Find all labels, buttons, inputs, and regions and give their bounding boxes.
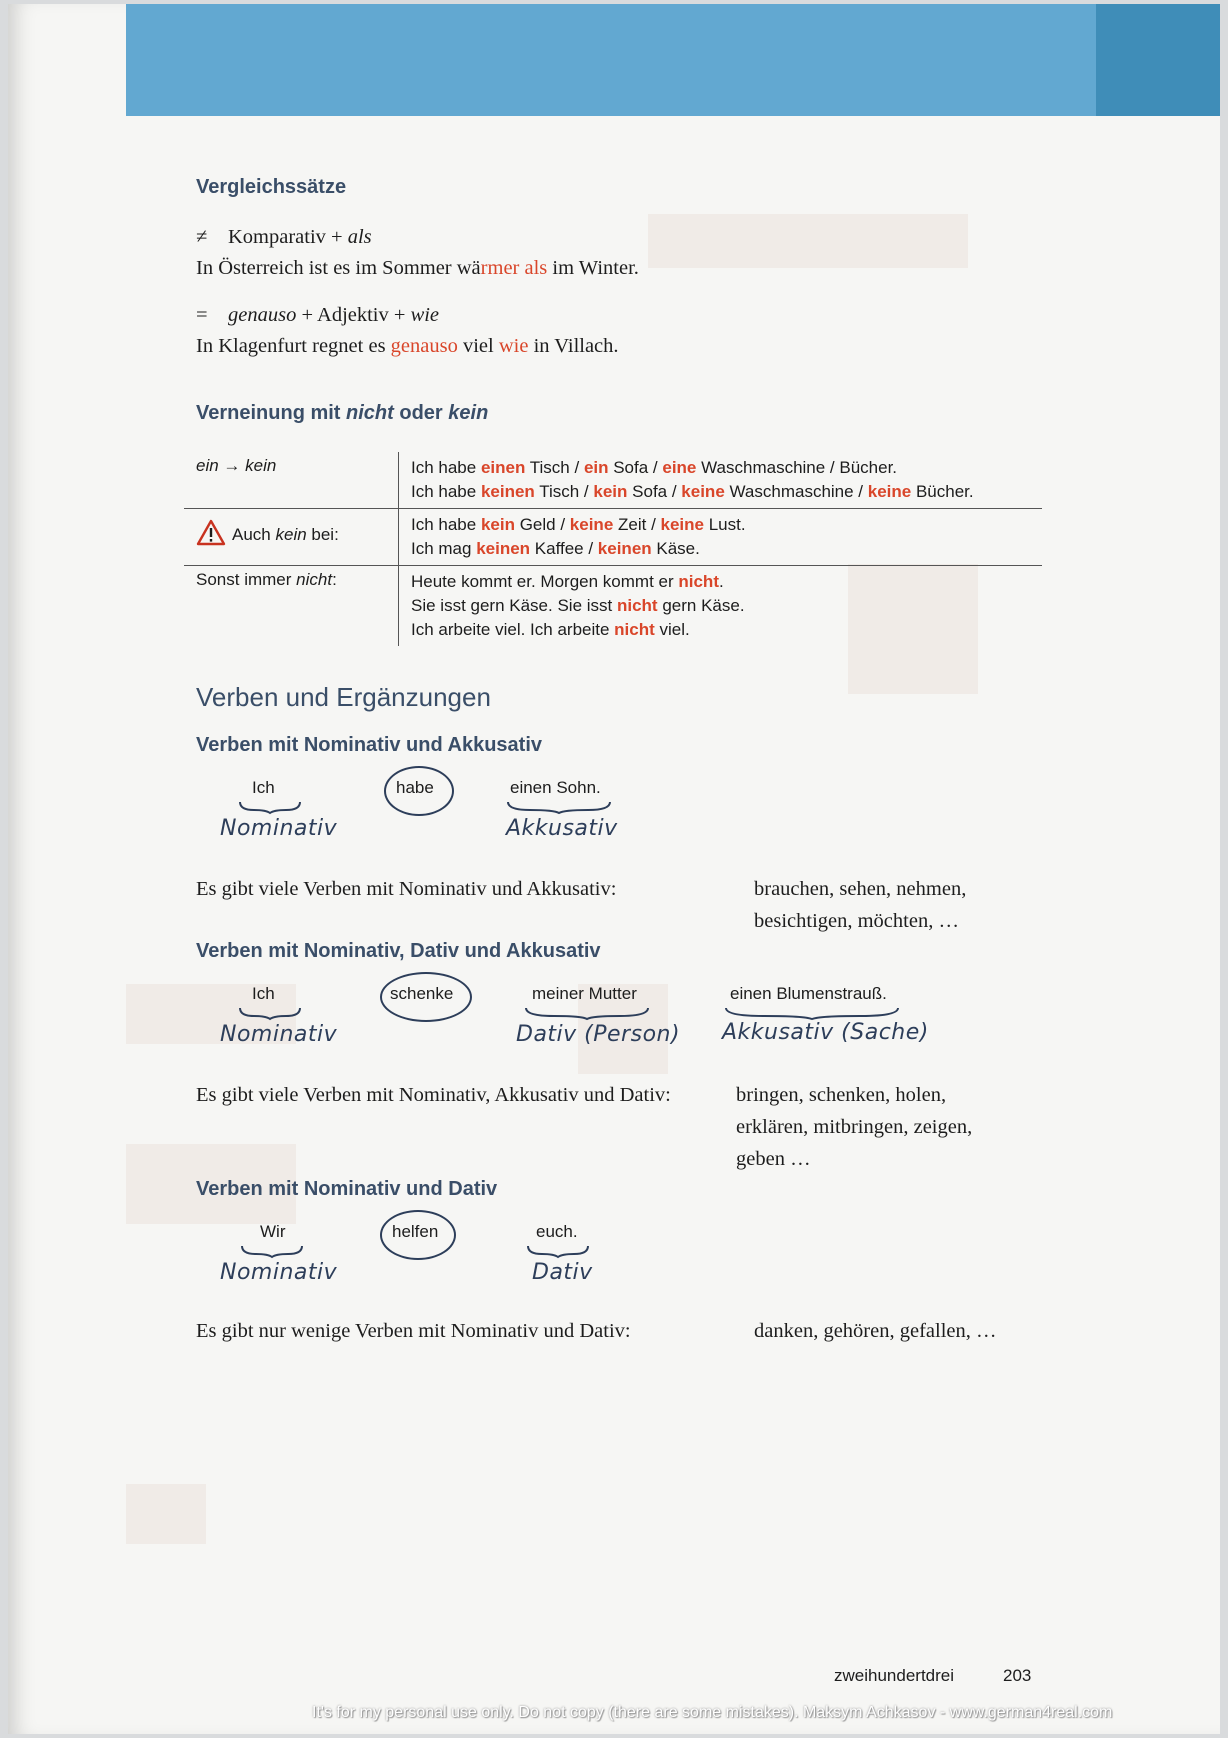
line-text: Ich mag <box>411 539 477 558</box>
brace <box>238 800 302 814</box>
line-text: Waschmaschine / Bücher. <box>696 458 898 477</box>
not-equal-symbol: ≠ <box>196 226 208 248</box>
highlight-word: nicht <box>614 620 655 639</box>
brace <box>240 1244 304 1258</box>
case-label: Nominativ <box>220 816 338 841</box>
brace <box>238 1006 302 1020</box>
example-text: In Klagenfurt regnet es <box>196 335 391 357</box>
row-examples <box>398 452 1042 508</box>
section-title-verneinung <box>196 402 488 425</box>
highlight-word: keine <box>660 515 704 534</box>
title-part: oder <box>393 402 449 424</box>
rule-text: Es gibt viele Verben mit Nominativ und Akkusativ: <box>196 878 617 900</box>
line-text: Ich habe <box>411 482 481 501</box>
table-row <box>184 509 1042 566</box>
highlight-text: wie <box>498 335 529 357</box>
line-text: Ich arbeite viel. Ich arbeite <box>411 620 615 639</box>
example-line <box>411 618 1042 642</box>
verb-examples: bringen, schenken, holen, <box>736 1084 947 1106</box>
highlight-word: einen <box>480 458 526 477</box>
line-text: Tisch / <box>525 458 584 477</box>
subsection-title-nom-dat: Verben mit Nominativ und Dativ <box>196 1178 498 1200</box>
formula-text: genauso <box>228 304 297 326</box>
title-part: nicht <box>346 402 394 424</box>
arrow-right-icon: → <box>223 456 241 475</box>
line-text: Waschmaschine / <box>724 482 868 501</box>
book-page <box>8 4 1220 1734</box>
formula-text: als <box>347 226 372 248</box>
line-text: Ich habe <box>411 515 481 534</box>
line-text: Lust. <box>704 515 746 534</box>
highlight-word: nicht <box>616 596 658 615</box>
label-part: nicht <box>296 570 333 589</box>
highlight-word: keine <box>681 482 725 501</box>
highlight-word: keinen <box>476 539 531 558</box>
formula-equal <box>196 304 439 327</box>
line-text: gern Käse. <box>657 596 745 615</box>
line-text: Geld / <box>514 515 570 534</box>
example-line <box>411 594 1042 618</box>
case-label: Nominativ <box>220 1260 338 1285</box>
warning-icon <box>196 519 226 546</box>
formula-text: wie <box>410 304 440 326</box>
label-part: bei: <box>306 525 339 544</box>
line-text: Sofa / <box>627 482 682 501</box>
bleed-through <box>126 1484 206 1544</box>
line-text: Kaffee / <box>530 539 598 558</box>
label-part: kein <box>245 456 277 475</box>
label-part: Sonst immer <box>196 570 297 589</box>
line-text: Sofa / <box>608 458 663 477</box>
bleed-through <box>648 214 968 268</box>
line-text: Tisch / <box>534 482 594 501</box>
verb-examples: brauchen, sehen, nehmen, <box>754 878 967 900</box>
verb-word: schenke <box>390 984 454 1003</box>
example-genauso <box>196 335 619 358</box>
rule-text: Es gibt nur wenige Verben mit Nominativ und Dativ: <box>196 1320 631 1342</box>
case-label: Dativ (Person) <box>516 1022 681 1047</box>
line-text: Bücher. <box>911 482 974 501</box>
page-number: 203 <box>1003 1666 1032 1685</box>
verb-examples: danken, gehören, gefallen, … <box>754 1320 997 1342</box>
verb-word: helfen <box>392 1222 439 1241</box>
example-line <box>411 570 1042 594</box>
line-text: . <box>718 572 724 591</box>
label-part: : <box>332 570 337 589</box>
example-line <box>411 513 1042 537</box>
highlight-word: keinen <box>597 539 652 558</box>
case-label: Akkusativ (Sache) <box>722 1020 929 1045</box>
highlight-word: kein <box>593 482 628 501</box>
line-text: Heute kommt er. Morgen kommt er <box>411 572 679 591</box>
example-text: viel <box>457 335 499 357</box>
object-word: einen Sohn. <box>510 778 601 797</box>
table-row <box>184 452 1042 509</box>
object-word: euch. <box>536 1222 578 1241</box>
highlight-word: nicht <box>678 572 719 591</box>
highlight-word: ein <box>583 458 609 477</box>
example-text: im Winter. <box>547 257 639 279</box>
page-number-word: zweihundertdrei <box>834 1666 955 1685</box>
line-text: Zeit / <box>613 515 661 534</box>
negation-table <box>184 452 1042 646</box>
highlight-word: kein <box>480 515 515 534</box>
example-line <box>411 537 1042 561</box>
row-label <box>196 519 386 546</box>
subsection-title-nom-akk: Verben mit Nominativ und Akkusativ <box>196 734 543 756</box>
case-label: Akkusativ <box>506 816 618 841</box>
row-label <box>196 456 386 476</box>
brace <box>724 1006 900 1020</box>
line-text: viel. <box>654 620 690 639</box>
equal-symbol: = <box>196 304 208 326</box>
brace <box>526 1244 590 1258</box>
formula-text: + Adjektiv + <box>296 304 411 326</box>
formula-not-equal <box>196 226 372 249</box>
highlight-word: keine <box>569 515 614 534</box>
label-part: ein <box>196 456 219 475</box>
verb-examples: besichtigen, möchten, … <box>754 910 959 932</box>
highlight-word: keine <box>867 482 912 501</box>
highlight-word: eine <box>662 458 697 477</box>
formula-text: Komparativ + <box>228 226 348 248</box>
line-text: Käse. <box>651 539 700 558</box>
case-label: Nominativ <box>220 1022 338 1047</box>
section-title-vergleich: Vergleichssätze <box>196 176 347 198</box>
example-line <box>411 456 1042 480</box>
subsection-title-nom-dat-akk: Verben mit Nominativ, Dativ und Akkusativ <box>196 940 601 962</box>
label-part: kein <box>275 525 307 544</box>
row-label <box>196 570 386 590</box>
rule-text: Es gibt viele Verben mit Nominativ, Akkusativ und Dativ: <box>196 1084 671 1106</box>
highlight-text: rmer <box>480 257 520 279</box>
header-banner <box>126 4 1096 116</box>
title-part: Verneinung mit <box>196 402 347 424</box>
brace <box>506 800 612 814</box>
verb-examples: erklären, mitbringen, zeigen, <box>736 1116 973 1138</box>
line-text: Sie isst gern Käse. Sie isst <box>411 596 617 615</box>
title-part: kein <box>448 402 489 424</box>
object-word: einen Blumenstrauß. <box>730 984 887 1003</box>
row-examples <box>398 509 1042 565</box>
subject-word: Ich <box>252 778 275 797</box>
example-line <box>411 480 1042 504</box>
case-label: Dativ <box>532 1260 593 1285</box>
line-text: Ich habe <box>411 458 481 477</box>
row-examples <box>398 566 1042 646</box>
example-text: In Österreich ist es im Sommer wä <box>196 257 481 279</box>
header-banner-tab <box>1096 4 1220 116</box>
highlight-text: genauso <box>390 335 458 357</box>
verb-examples: geben … <box>736 1148 811 1170</box>
label-part: Auch <box>232 525 276 544</box>
example-comparative <box>196 257 639 280</box>
section-title-verben: Verben und Ergänzungen <box>196 682 491 712</box>
brace <box>524 1006 650 1020</box>
highlight-text: als <box>524 257 548 279</box>
object-word: meiner Mutter <box>532 984 637 1003</box>
table-row <box>184 566 1042 646</box>
subject-word: Ich <box>252 984 275 1003</box>
highlight-word: keinen <box>480 482 535 501</box>
example-text: in Villach. <box>528 335 619 357</box>
subject-word: Wir <box>260 1222 286 1241</box>
watermark: It's for my personal use only. Do not copy (there are some mistakes). Maksym Achkasov - www.german4real.com <box>312 1704 1113 1721</box>
verb-word: habe <box>396 778 434 797</box>
